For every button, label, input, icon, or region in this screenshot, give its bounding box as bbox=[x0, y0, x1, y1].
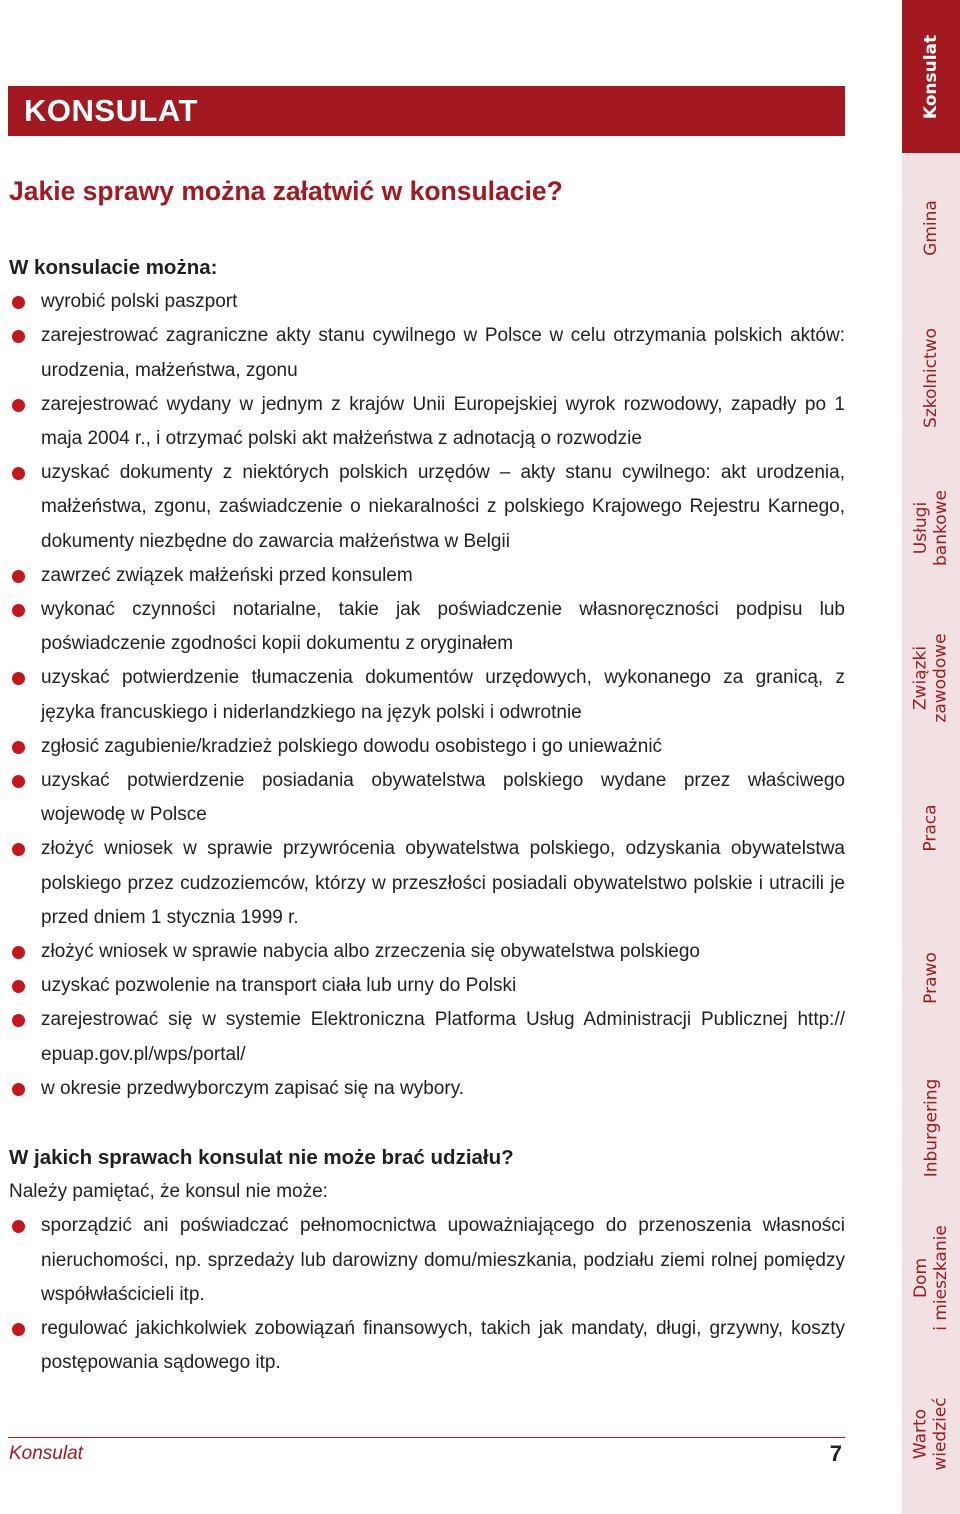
list-item: zarejestrować się w systemie Elektroniczna Platforma Usług Administracji Publicznej http:// epuap.gov.pl/wps/portal/ bbox=[9, 1003, 845, 1071]
side-tab-gmina[interactable] bbox=[902, 153, 960, 303]
side-tab-nav bbox=[902, 0, 960, 1514]
tab-label: Warto bbox=[911, 1408, 931, 1459]
list-item: uzyskać potwierdzenie tłumaczenia dokumentów urzędowych, wykonanego za granicą, z języka francuskiego i niderlandzkiego na język polski i odwrotnie bbox=[9, 661, 845, 729]
list-item: zgłosić zagubienie/kradzież polskiego dowodu osobistego i go unieważnić bbox=[9, 730, 845, 764]
side-tab-inburgering[interactable] bbox=[902, 1053, 960, 1203]
list-item: regulować jakichkolwiek zobowiązań finansowych, takich jak mandaty, długi, grzywny, koszty postępowania sądowego itp. bbox=[9, 1312, 845, 1380]
page-number: 7 bbox=[829, 1441, 842, 1466]
can-do-heading: W konsulacie można: bbox=[9, 256, 218, 279]
main-content bbox=[9, 251, 845, 1381]
tab-label: Związki bbox=[911, 645, 932, 711]
tab-label: Konsulat bbox=[921, 34, 941, 119]
tab-label: zawodowe bbox=[931, 633, 952, 723]
tab-label: wiedzieć bbox=[931, 1396, 951, 1471]
cannot-do-intro: Należy pamiętać, że konsul nie może: bbox=[9, 1181, 328, 1203]
section-title: Jakie sprawy można załatwić w konsulacie? bbox=[9, 176, 563, 206]
list-item: zarejestrować zagraniczne akty stanu cywilnego w Polsce w celu otrzymania polskich aktów: urodzenia, małżeństwa, zgonu bbox=[9, 319, 845, 387]
tab-label: Usługi bbox=[911, 501, 931, 555]
cannot-do-heading: W jakich sprawach konsulat nie może brać udziału? bbox=[9, 1146, 514, 1170]
side-tab-prawo[interactable] bbox=[902, 903, 960, 1053]
tab-label: Prawo bbox=[920, 952, 941, 1004]
list-item: uzyskać potwierdzenie posiadania obywatelstwa polskiego wydane przez właściwego wojewodę w Polsce bbox=[9, 764, 845, 832]
list-item: w okresie przedwyborczym zapisać się na wybory. bbox=[9, 1072, 845, 1106]
list-item: sporządzić ani poświadczać pełnomocnictwa upoważniającego do przenoszenia własności nieruchomości, np. sprzedaży lub darowizny domu/mieszkania, podziału ziemi rolnej pomiędzy współwłaścicieli itp. bbox=[9, 1209, 845, 1312]
tab-label: bankowe bbox=[931, 490, 951, 566]
tab-label: Inburgering bbox=[921, 1078, 942, 1178]
header-title: KONSULAT bbox=[24, 93, 198, 128]
footer-divider bbox=[8, 1437, 845, 1438]
tab-label: Gmina bbox=[921, 200, 941, 256]
tab-label: i mieszkanie bbox=[931, 1225, 952, 1331]
list-item: zarejestrować wydany w jednym z krajów Unii Europejskiej wyrok rozwodowy, zapadły po 1 maja 2004 r., i otrzymać polski akt małżeństwa z adnotacją o rozwodzie bbox=[9, 388, 845, 456]
side-tab-uslugi-bankowe[interactable] bbox=[902, 453, 960, 603]
side-tab-warto-wiedziec[interactable] bbox=[902, 1353, 960, 1514]
list-item: uzyskać dokumenty z niektórych polskich urzędów – akty stanu cywilnego: akt urodzenia, małżeństwa, zgonu, zaświadczenie o niekaralności z polskiego Krajowego Rejestru Karnego, dokumenty niezbędne do zawarcia małżeństwa w Belgii bbox=[9, 456, 845, 559]
list-item: zawrzeć związek małżeński przed konsulem bbox=[9, 559, 845, 593]
tab-label: Szkolnictwo bbox=[921, 328, 941, 428]
footer-label: Konsulat bbox=[9, 1443, 83, 1464]
side-tab-dom-i-mieszkanie[interactable] bbox=[902, 1203, 960, 1353]
list-item: złożyć wniosek w sprawie nabycia albo zrzeczenia się obywatelstwa polskiego bbox=[9, 935, 845, 969]
tab-label: Dom bbox=[911, 1257, 932, 1299]
side-tab-zwiazki-zawodowe[interactable] bbox=[902, 603, 960, 753]
tab-label: Praca bbox=[921, 804, 941, 852]
can-do-list bbox=[9, 285, 845, 1106]
list-item: wyrobić polski paszport bbox=[9, 285, 845, 319]
list-item: uzyskać pozwolenie na transport ciała lub urny do Polski bbox=[9, 969, 845, 1003]
list-item: wykonać czynności notarialne, takie jak poświadczenie własnoręczności podpisu lub poświadczenie zgodności kopii dokumentu z oryginałem bbox=[9, 593, 845, 661]
cannot-do-list bbox=[9, 1209, 845, 1380]
list-item: złożyć wniosek w sprawie przywrócenia obywatelstwa polskiego, odzyskania obywatelstwa polskiego przez cudzoziemców, którzy w przeszłości posiadali obywatelstwo polskie i utracili je przed dniem 1 stycznia 1999 r. bbox=[9, 832, 845, 935]
header-bar bbox=[8, 86, 845, 136]
side-tab-praca[interactable] bbox=[902, 753, 960, 903]
side-tab-konsulat[interactable] bbox=[902, 0, 960, 153]
side-tab-szkolnictwo[interactable] bbox=[902, 303, 960, 453]
